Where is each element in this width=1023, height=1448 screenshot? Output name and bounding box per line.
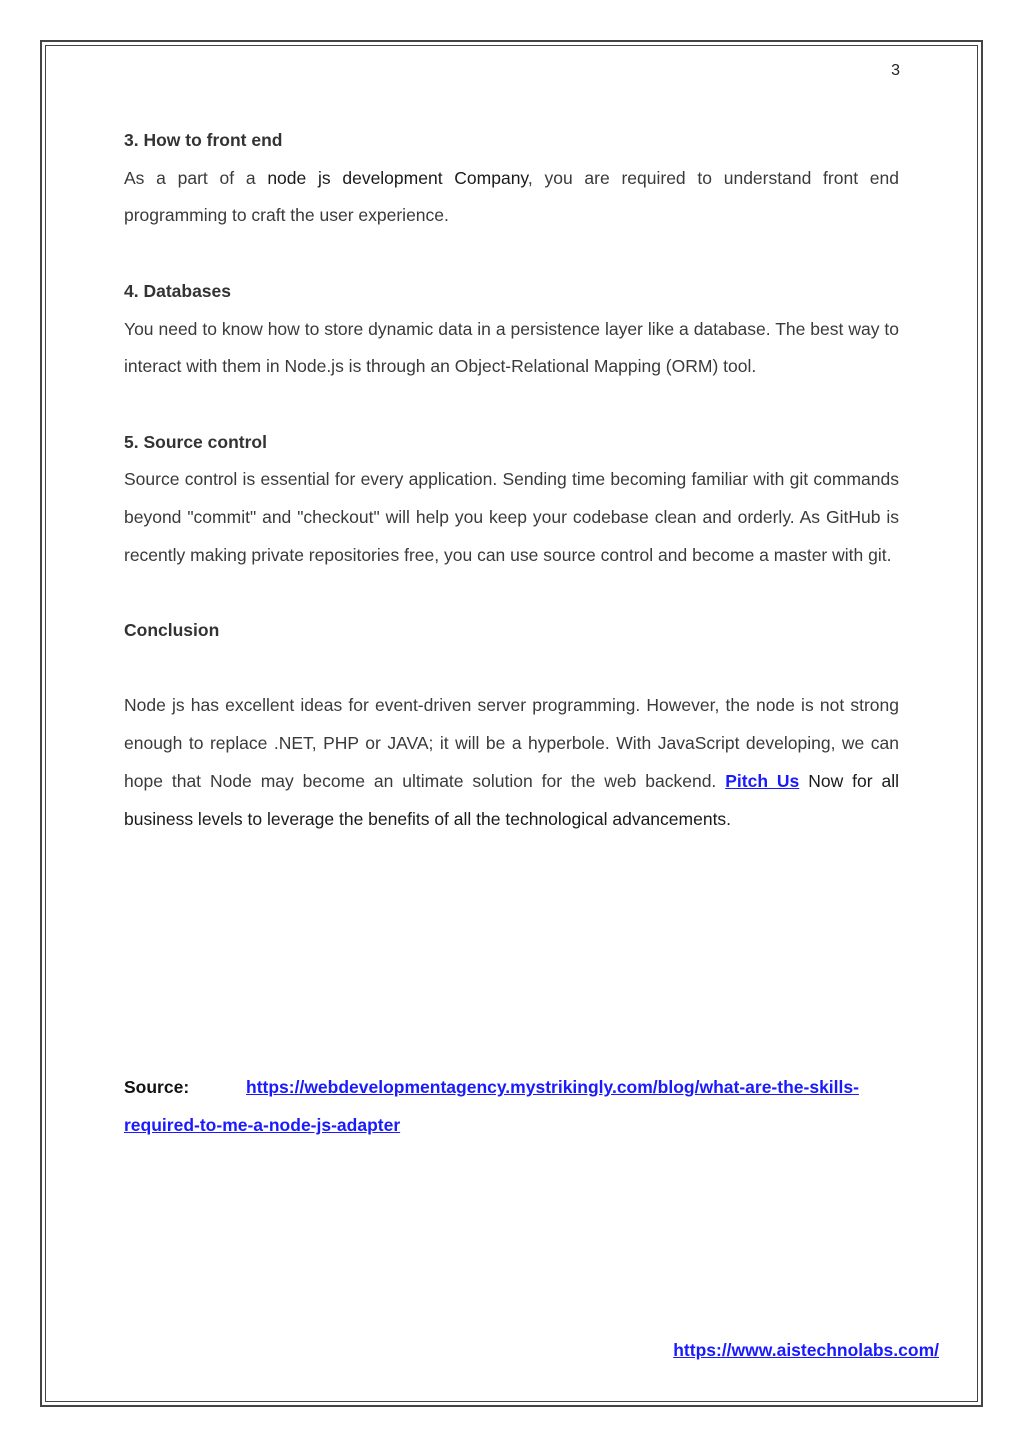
source-line-2 — [124, 1107, 899, 1145]
spacer — [124, 574, 899, 612]
conclusion-text-after: Now for all business levels to leverage the benefits of all the technological advancements. — [124, 770, 899, 829]
section4-heading: 4. Databases — [124, 280, 232, 301]
spacer — [124, 235, 899, 273]
pitch-us-link[interactable]: Pitch Us — [725, 770, 800, 791]
section3-text-after: , you are required to understand front end programming to craft the user experience. — [124, 167, 899, 226]
node-js-company-link[interactable]: node js development Company — [267, 167, 528, 188]
conclusion-heading: Conclusion — [124, 620, 220, 641]
section3-heading: 3. How to front end — [124, 130, 283, 150]
page-content — [124, 122, 899, 838]
conclusion-paragraph — [124, 687, 899, 838]
footer — [673, 1340, 939, 1361]
spacer — [124, 650, 899, 688]
section3-text-before: As a part of a — [124, 167, 268, 188]
source-block — [124, 1069, 899, 1144]
page-number: 3 — [891, 62, 900, 79]
spacer — [124, 386, 899, 424]
section5-paragraph: Source control is essential for every application. Sending time becoming familiar with git commands beyond "commit" and "checkout" will help you keep your codebase clean and orderly. As GitHub is recently making private repositories free, you can use source control and become a master with git. — [124, 469, 899, 565]
conclusion-text: Node js has excellent ideas for event-driven server programming. However, the node is not strong enough to replace .NET, PHP or JAVA; it will be a hyperbole. With JavaScript developing, we can hope that Node may become an ultimate solution for the web backend. — [124, 695, 899, 791]
section5-heading: 5. Source control — [124, 431, 267, 452]
source-url-link-part1[interactable]: https://webdevelopmentagency.mystrikingly.com/blog/what-are-the-skills- — [246, 1077, 859, 1097]
source-url-link-part2[interactable]: required-to-me-a-node-js-adapter — [124, 1114, 401, 1135]
section4-paragraph: You need to know how to store dynamic data in a persistence layer like a database. The best way to interact with them in Node.js is through an Object-Relational Mapping (ORM) tool. — [124, 318, 899, 377]
source-label: Source: — [124, 1077, 190, 1097]
source-line-1 — [124, 1069, 899, 1107]
footer-website-link[interactable]: https://www.aistechnolabs.com/ — [673, 1340, 939, 1360]
section3-paragraph — [124, 160, 899, 235]
